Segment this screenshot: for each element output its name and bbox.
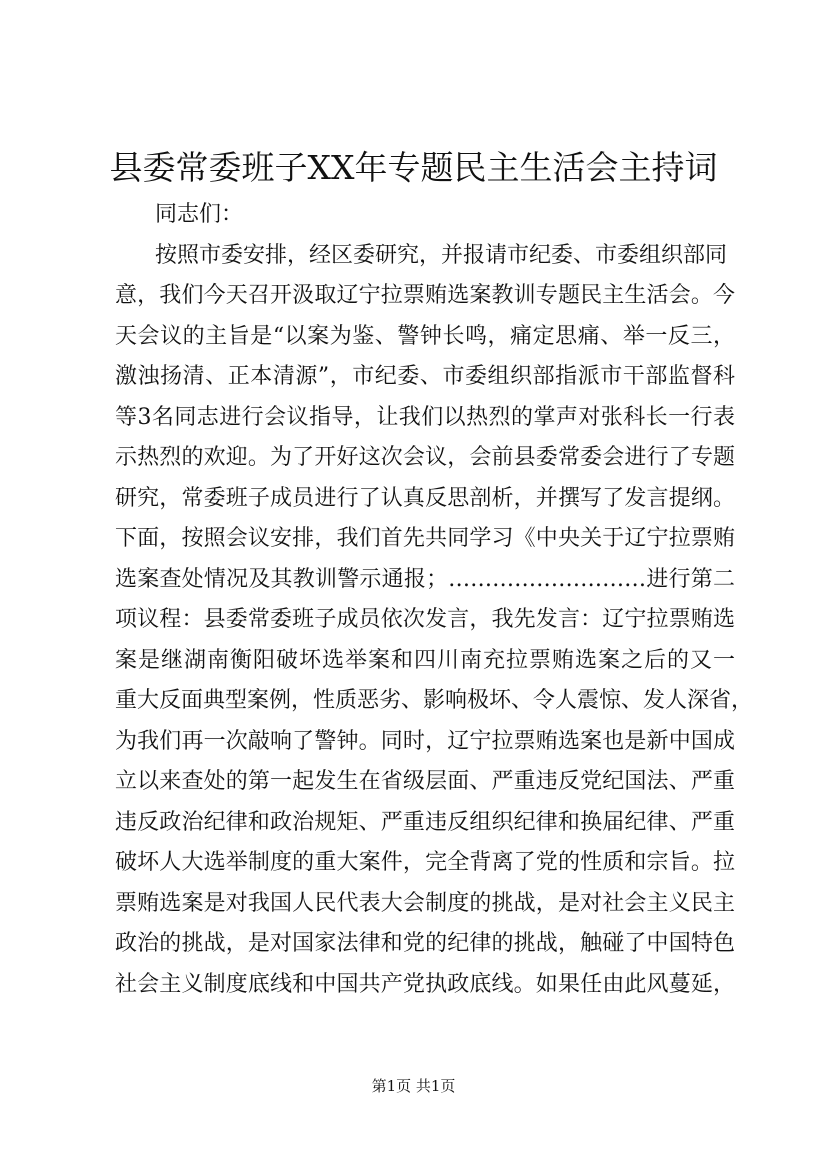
paragraph-line: 意，我们今天召开汲取辽宁拉票贿选案教训专题民主生活会。今 [115,283,735,308]
paragraph-line: 研究，常委班子成员进行了认真反思剖析，并撰写了发言提纲。 [115,485,735,511]
document-title: 县委常委班子XX年专题民主生活会主持词 [109,148,718,187]
paragraph-line: 激浊扬清、正本清源”，市纪委、市委组织部指派市干部监督科 [115,364,735,389]
page-number-footer: 第1页 共1页 [371,1077,456,1095]
paragraph-line: 案是继湖南衡阳破坏选举案和四川南充拉票贿选案之后的又一 [115,647,735,673]
paragraph-line: 示热烈的欢迎。为了开好这次会议，会前县委常委会进行了专题 [115,445,735,470]
paragraph-line: 选案查处情况及其教训警示通报；………………………进行第二 [115,566,735,592]
paragraph-line: 项议程：县委常委班子成员依次发言，我先发言：辽宁拉票贿选 [115,607,735,632]
paragraph-line: 票贿选案是对我国人民代表大会制度的挑战，是对社会主义民主 [115,890,735,916]
paragraph-line: 立以来查处的第一起发生在省级层面、严重违反党纪国法、严重 [115,769,735,794]
paragraph-line: 按照市委安排，经区委研究，并报请市纪委、市委组织部同 [155,242,728,268]
paragraph-line: 重大反面典型案例，性质恶劣、影响极坏、令人震惊、发人深省， [115,688,754,713]
paragraph-line: 为我们再一次敲响了警钟。同时，辽宁拉票贿选案也是新中国成 [115,728,735,754]
paragraph-line: 天会议的主旨是“以案为鉴、警钟长鸣，痛定思痛、举一反三， [115,323,735,349]
greeting-line: 同志们： [155,202,244,227]
paragraph-line: 等3名同志进行会议指导，让我们以热烈的掌声对张科长一行表 [115,404,735,430]
paragraph-line: 社会主义制度底线和中国共产党执政底线。如果任由此风蔓延， [115,971,735,997]
paragraph-line: 政治的挑战，是对国家法律和党的纪律的挑战，触碰了中国特色 [115,931,735,956]
paragraph-line: 破坏人大选举制度的重大案件，完全背离了党的性质和宗旨。拉 [115,850,735,875]
paragraph-line: 违反政治纪律和政治规矩、严重违反组织纪律和换届纪律、严重 [115,809,735,835]
document-body [115,195,754,1005]
paragraph-line: 下面，按照会议安排，我们首先共同学习《中央关于辽宁拉票贿 [115,526,735,551]
